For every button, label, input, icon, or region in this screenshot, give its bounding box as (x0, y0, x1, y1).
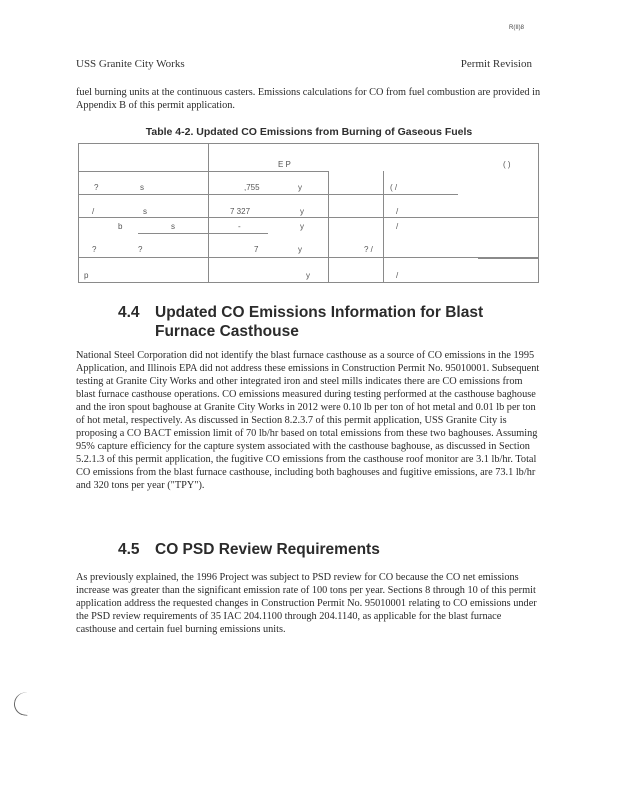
section-heading-4-5 (118, 540, 380, 559)
table-cell: y (300, 222, 304, 231)
table-cell: b (118, 222, 123, 231)
table-rule (478, 258, 538, 259)
table-cell: / (396, 222, 399, 231)
table-rule (208, 143, 209, 283)
header-left: USS Granite City Works (76, 58, 185, 70)
table-rule (78, 257, 538, 258)
table-rule (78, 143, 538, 144)
section-heading-4-4 (118, 303, 538, 341)
table-rule (78, 143, 79, 283)
intro-paragraph: fuel burning units at the continuous casters. Emissions calculations for CO from fuel combustion are provided in Appendix B of this permit application. (76, 87, 541, 111)
table-rule (383, 171, 384, 283)
binding-mark (12, 691, 30, 716)
page-id-mark: R(II)8 (509, 25, 524, 31)
table-cell: ? / (364, 245, 373, 254)
table-cell: s (171, 222, 175, 231)
table-title: Table 4-2. Updated CO Emissions from Burning of Gaseous Fuels (145, 126, 473, 138)
table-rule (538, 143, 539, 283)
table-cell: ( / (390, 183, 398, 192)
section-number: 4.5 (118, 541, 140, 558)
table-cell: / (92, 207, 95, 216)
table-rule (78, 171, 328, 172)
table-cell: - (238, 222, 241, 231)
table-cell: / (396, 207, 399, 216)
table-cell: 7 327 (230, 207, 251, 216)
table-cell: ? (92, 245, 97, 254)
table-cell: s (140, 183, 144, 192)
table-cell: p (84, 271, 89, 280)
table-cell: ? (138, 245, 143, 254)
table-rule (328, 171, 329, 283)
table-cell: s (143, 207, 147, 216)
section-title: Updated CO Emissions Information for Blast Furnace Casthouse (155, 304, 484, 340)
table-cell: y (306, 271, 310, 280)
table-cell: ,755 (244, 183, 260, 192)
section-title: CO PSD Review Requirements (155, 541, 380, 558)
table-rule (78, 217, 538, 218)
table-cell: / (396, 271, 399, 280)
section-4-5-paragraph: As previously explained, the 1996 Project was subject to PSD review for CO because the CO net emissions increase was greater than the significant emission rate of 100 tons per year. Sections 8 through 10 of this permit application address the requested changes in Construction Permit No. 95010001 relating to CO emissions under the PSD review requirements of 35 IAC 204.1100 through 204.1140, as applicable for the blast furnace casthouse and certain fuel burning emissions units. (76, 572, 537, 635)
section-4-4-paragraph: National Steel Corporation did not identify the blast furnace casthouse as a source of CO emissions in the 1995 Application, and Illinois EPA did not address these emissions in Construction Permit No. 95010001. Subsequent testing at Granite City Works and other integrated iron and steel mills indicates there are CO emissions from blast furnace casthouse operations. CO emissions measured during testing performed at the casthouse baghouse and the iron spout baghouse at Granite City Works in 2012 were 0.10 lb per ton of hot metal and 0.01 lb per ton of hot metal, respectively. As discussed in Section 8.2.3.7 of this permit application, USS Granite City is proposing a CO BACT emission limit of 70 lb/hr based on total emissions from these two baghouses. Assuming 95% capture efficiency for the capture system associated with the casthouse baghouse, as discussed in Section 5.2.1.3 of this permit application, the fugitive CO emissions from the casthouse roof monitor are 3.1 lb/hr. Total CO emissions from the blast furnace casthouse, including both baghouses and fugitive emissions, are 73.1 lb/hr and 320 tons per year ("TPY"). (76, 350, 540, 491)
section-number: 4.4 (118, 304, 140, 321)
table-cell: ? (94, 183, 99, 192)
table-rule (78, 194, 458, 195)
table-rule (78, 282, 538, 283)
table-header-cell: E P (278, 160, 291, 169)
header-right: Permit Revision (460, 58, 532, 70)
table-header-cell: ( ) (503, 160, 511, 169)
table-cell: y (298, 183, 302, 192)
table-cell: y (300, 207, 304, 216)
table-cell: y (298, 245, 302, 254)
table-rule (138, 233, 268, 234)
emissions-table (78, 143, 538, 283)
table-cell: 7 (254, 245, 259, 254)
